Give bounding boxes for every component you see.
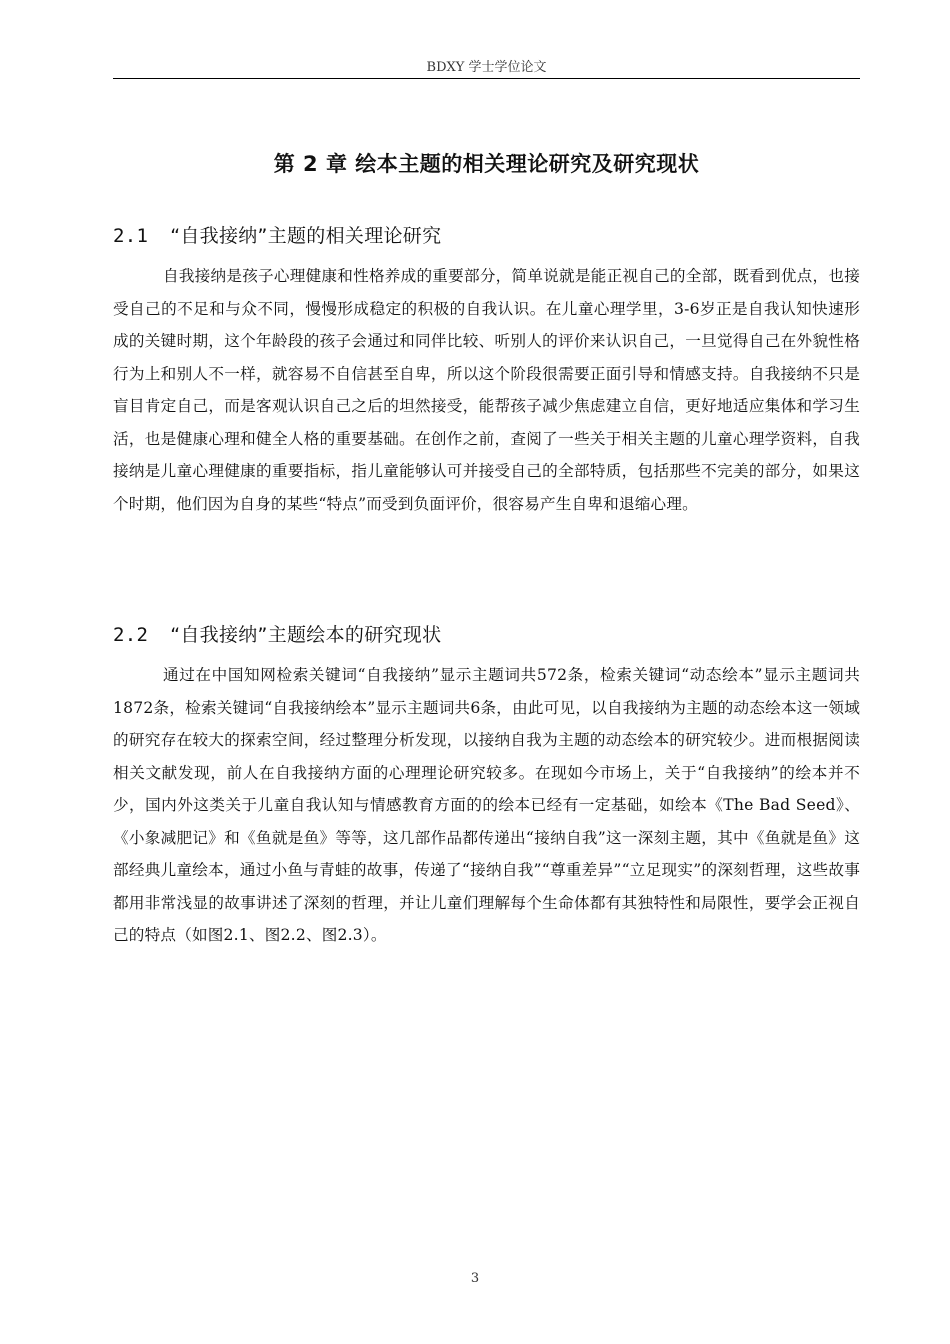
section-number: 2.2 (113, 624, 149, 646)
header-divider (113, 78, 860, 79)
page-number: 3 (470, 1271, 480, 1286)
section-2-1-paragraph: 自我接纳是孩子心理健康和性格养成的重要部分，简单说就是能正视自己的全部，既看到优点，也接受自己的不足和与众不同，慢慢形成稳定的积极的自我认识。在儿童心理学里，3-6岁正是自我认知快速形成的关键时期，这个年龄段的孩子会通过和同伴比较、听别人的评价来认识自己，一旦觉得自己在外貌性格行为上和别人不一样，就容易不自信甚至自卑，所以这个阶段很需要正面引导和情感支持。自我接纳不只是盲目肯定自己，而是客观认识自己之后的坦然接受，能帮孩子减少焦虑建立自信，更好地适应集体和学习生活，也是健康心理和健全人格的重要基础。在创作之前，查阅了一些关于相关主题的儿童心理学资料，自我接纳是儿童心理健康的重要指标，指儿童能够认可并接受自己的全部特质，包括那些不完美的部分，如果这个时期，他们因为自身的某些“特点”而受到负面评价，很容易产生自卑和退缩心理。 (113, 267, 860, 513)
section-number: 2.1 (113, 225, 149, 247)
running-header: BDXY 学士学位论文 (426, 60, 547, 75)
section-heading-2-2 (113, 620, 441, 647)
section-heading-2-1 (113, 221, 441, 248)
chapter-title: 第 2 章 绘本主题的相关理论研究及研究现状 (273, 152, 700, 176)
section-title: “自我接纳”主题的相关理论研究 (170, 225, 442, 247)
section-title: “自我接纳”主题绘本的研究现状 (170, 624, 442, 646)
section-2-2-paragraph: 通过在中国知网检索关键词“自我接纳”显示主题词共572条，检索关键词“动态绘本”显示主题词共1872条，检索关键词“自我接纳绘本”显示主题词共6条，由此可见，以自我接纳为主题的动态绘本这一领域的研究存在较大的探索空间，经过整理分析发现，以接纳自我为主题的动态绘本的研究较少。进而根据阅读相关文献发现，前人在自我接纳方面的心理理论研究较多。在现如今市场上，关于“自我接纳”的绘本并不少，国内外这类关于儿童自我认知与情感教育方面的的绘本已经有一定基础，如绘本《The Bad Seed》、《小象减肥记》和《鱼就是鱼》等等，这几部作品都传递出“接纳自我”这一深刻主题，其中《鱼就是鱼》这部经典儿童绘本，通过小鱼与青蛙的故事，传递了“接纳自我”“尊重差异”“立足现实”的深刻哲理，这些故事都用非常浅显的故事讲述了深刻的哲理，并让儿童们理解每个生命体都有其独特性和局限性，要学会正视自己的特点（如图2.1、图2.2、图2.3）。 (113, 666, 860, 944)
